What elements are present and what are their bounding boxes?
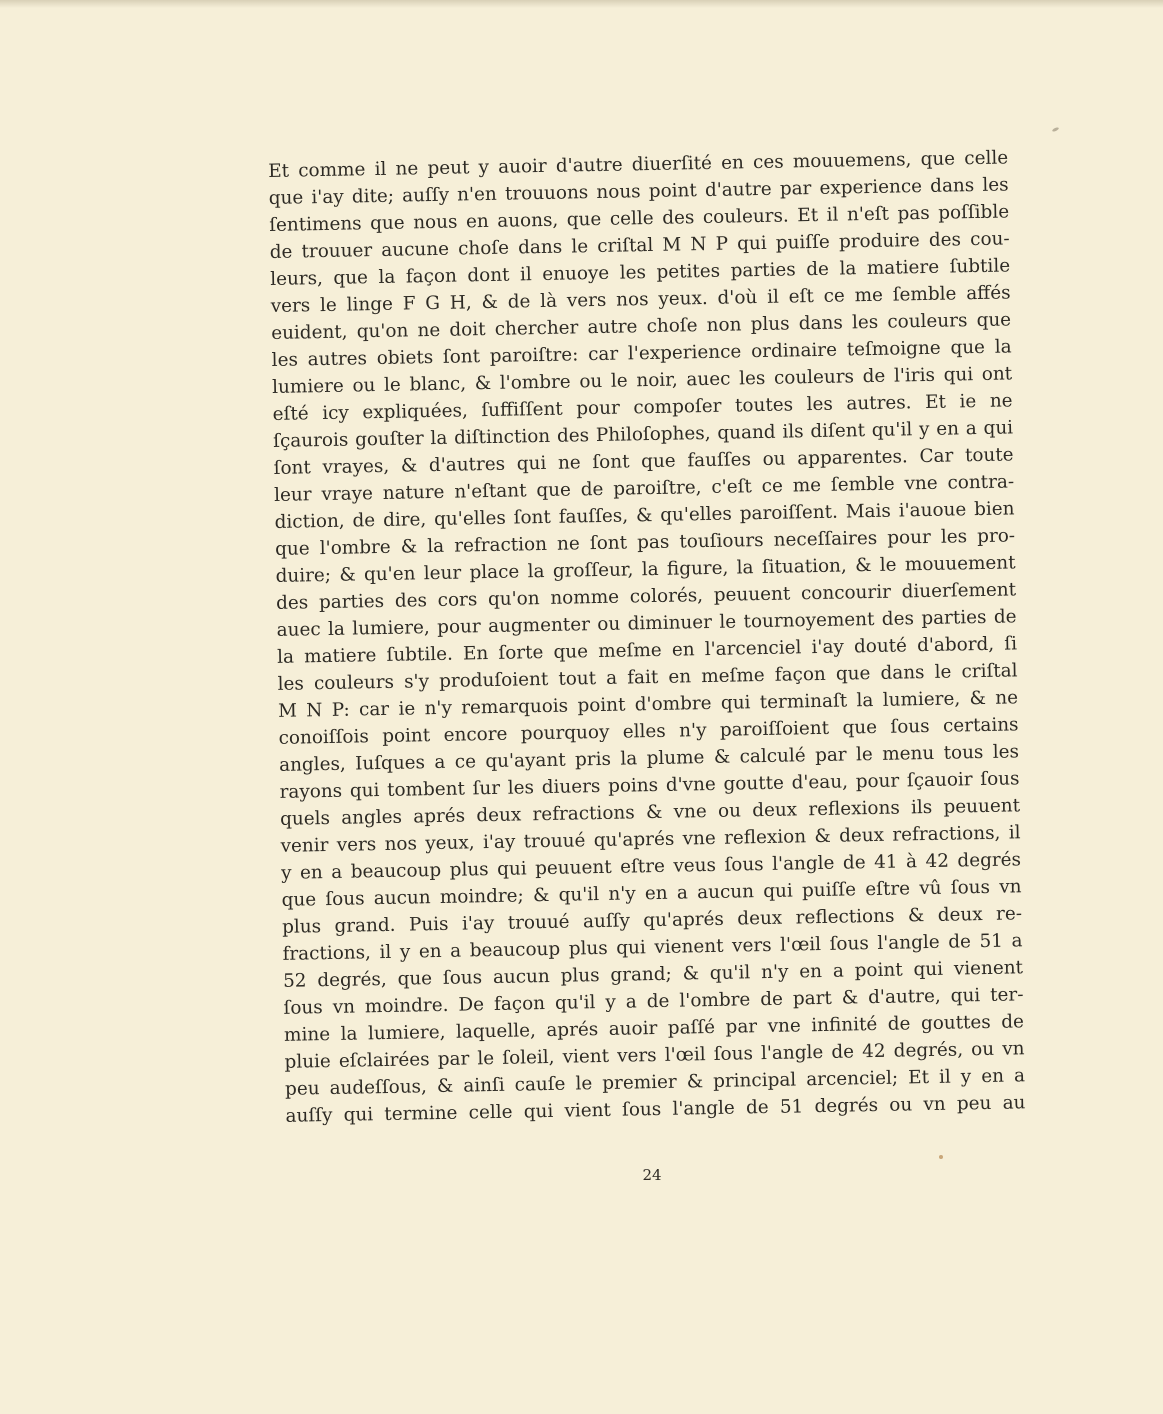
text-line: de trouuer aucune choſe dans le criſtal M N P qui puiſſe produire des cou-: [269, 228, 1010, 263]
text-line: euident, qu'on ne doit chercher autre choſe non plus dans les couleurs que: [271, 309, 1012, 344]
text-line: angles, Iuſques a ce qu'ayant pris la plume & calculé par le menu tous les: [278, 741, 1020, 776]
text-line: ſçaurois gouſter la diſtinction des Philoſophes, quand ils diſent qu'il y en a qui: [273, 417, 1014, 452]
text-line: lumiere ou le blanc, & l'ombre ou le noir, auec les couleurs de l'iris qui ont: [272, 363, 1013, 398]
text-line: diction, de dire, qu'elles ſont fauſſes, & qu'elles paroiſſent. Mais i'auoue bien: [274, 498, 1015, 533]
text-line: les couleurs s'y produſoient tout a fait en meſme façon que dans le criſtal: [277, 660, 1018, 695]
text-line: quels angles aprés deux refractions & vne ou deux reflexions ils peuuent: [279, 795, 1021, 830]
text-line: venir vers nos yeux, i'ay trouué qu'aprés vne reflexion & deux refractions, il: [280, 822, 1021, 857]
text-line: Et comme il ne peut y auoir d'autre diuerſité en ces mouuemens, que celle: [268, 147, 1009, 182]
text-line: eſté icy expliquées, ſuffiſſent pour compoſer toutes les autres. Et ie ne: [272, 390, 1013, 425]
paper-speck: [1052, 127, 1060, 133]
text-line: que i'ay dite; auſſy n'en trouuons nous point d'autre par experience dans les: [268, 174, 1009, 209]
page-top-edge: [0, 0, 1163, 8]
text-line: M N P: car ie n'y remarquois point d'ombre qui terminaſt la lumiere, & ne: [277, 687, 1019, 722]
text-line: pluie eſclairées par le ſoleil, vient vers l'œil ſous l'angle de 42 degrés, ou vn: [284, 1038, 1025, 1073]
text-line: conoiſſois point encore pourquoy elles n'y paroiſſoient que ſous certains: [278, 714, 1019, 749]
text-line: leurs, que la façon dont il enuoye les petites parties de la matiere ſubtile: [270, 255, 1011, 290]
text-line: plus grand. Puis i'ay trouué auſſy qu'aprés deux reflections & deux re-: [281, 903, 1023, 938]
text-line: fractions, il y en a beaucoup plus qui vienent vers l'œil ſous l'angle de 51 a: [282, 930, 1023, 965]
text-line: auſſy qui termine celle qui vient ſous l'angle de 51 degrés ou vn peu au: [285, 1092, 1026, 1127]
text-line: rayons qui tombent ſur les diuers poins d'vne goutte d'eau, pour ſçauoir ſous: [279, 768, 1020, 803]
text-line: mine la lumiere, laquelle, aprés auoir paſſé par vne infinité de gouttes de: [283, 1011, 1025, 1046]
text-line: ſont vrayes, & d'autres qui ne ſont que fauſſes ou apparentes. Car toute: [273, 444, 1014, 479]
text-line: auec la lumiere, pour augmenter ou diminuer le tournoyement des parties de: [276, 606, 1017, 641]
text-line: ſentimens que nous en auons, que celle des couleurs. Et il n'eſt pas poſſible: [269, 201, 1010, 236]
text-line: des parties des cors qu'on nomme colorés, peuuent concourir diuerſement: [275, 579, 1017, 614]
text-line: que ſous aucun moindre; & qu'il n'y en a aucun qui puiſſe eſtre vû ſous vn: [281, 876, 1022, 911]
text-line: que l'ombre & la refraction ne ſont pas touſiours neceſſaires pour les pro-: [274, 525, 1016, 560]
text-line: vers le linge F G H, & de là vers nos yeux. d'où il eſt ce me ſemble affés: [270, 282, 1011, 317]
text-line: ſous vn moindre. De façon qu'il y a de l'ombre de part & d'autre, qui ter-: [283, 984, 1024, 1019]
text-line: y en a beaucoup plus qui peuuent eſtre veus ſous l'angle de 41 à 42 degrés: [280, 849, 1022, 884]
paper-speck: [939, 1155, 943, 1159]
text-line: duire; & qu'en leur place la groſſeur, la figure, la ſituation, & le mouuement: [275, 552, 1016, 587]
text-line: la matiere ſubtile. En ſorte que meſme en l'arcenciel i'ay douté d'abord, ſi: [276, 633, 1018, 668]
text-line: peu audeſſous, & ainſi cauſe le premier & principal arcenciel; Et il y en a: [284, 1065, 1026, 1100]
text-line: leur vraye nature n'eſtant que de paroiſtre, c'eſt ce me ſemble vne contra-: [273, 471, 1015, 506]
text-line: les autres obiets ſont paroiſtre: car l'experience ordinaire teſmoigne que la: [271, 336, 1012, 371]
body-text: [268, 144, 1026, 1129]
page-number: 24: [642, 1166, 662, 1184]
text-line: 52 degrés, que ſous aucun plus grand; & qu'il n'y en a point qui vienent: [282, 957, 1024, 992]
